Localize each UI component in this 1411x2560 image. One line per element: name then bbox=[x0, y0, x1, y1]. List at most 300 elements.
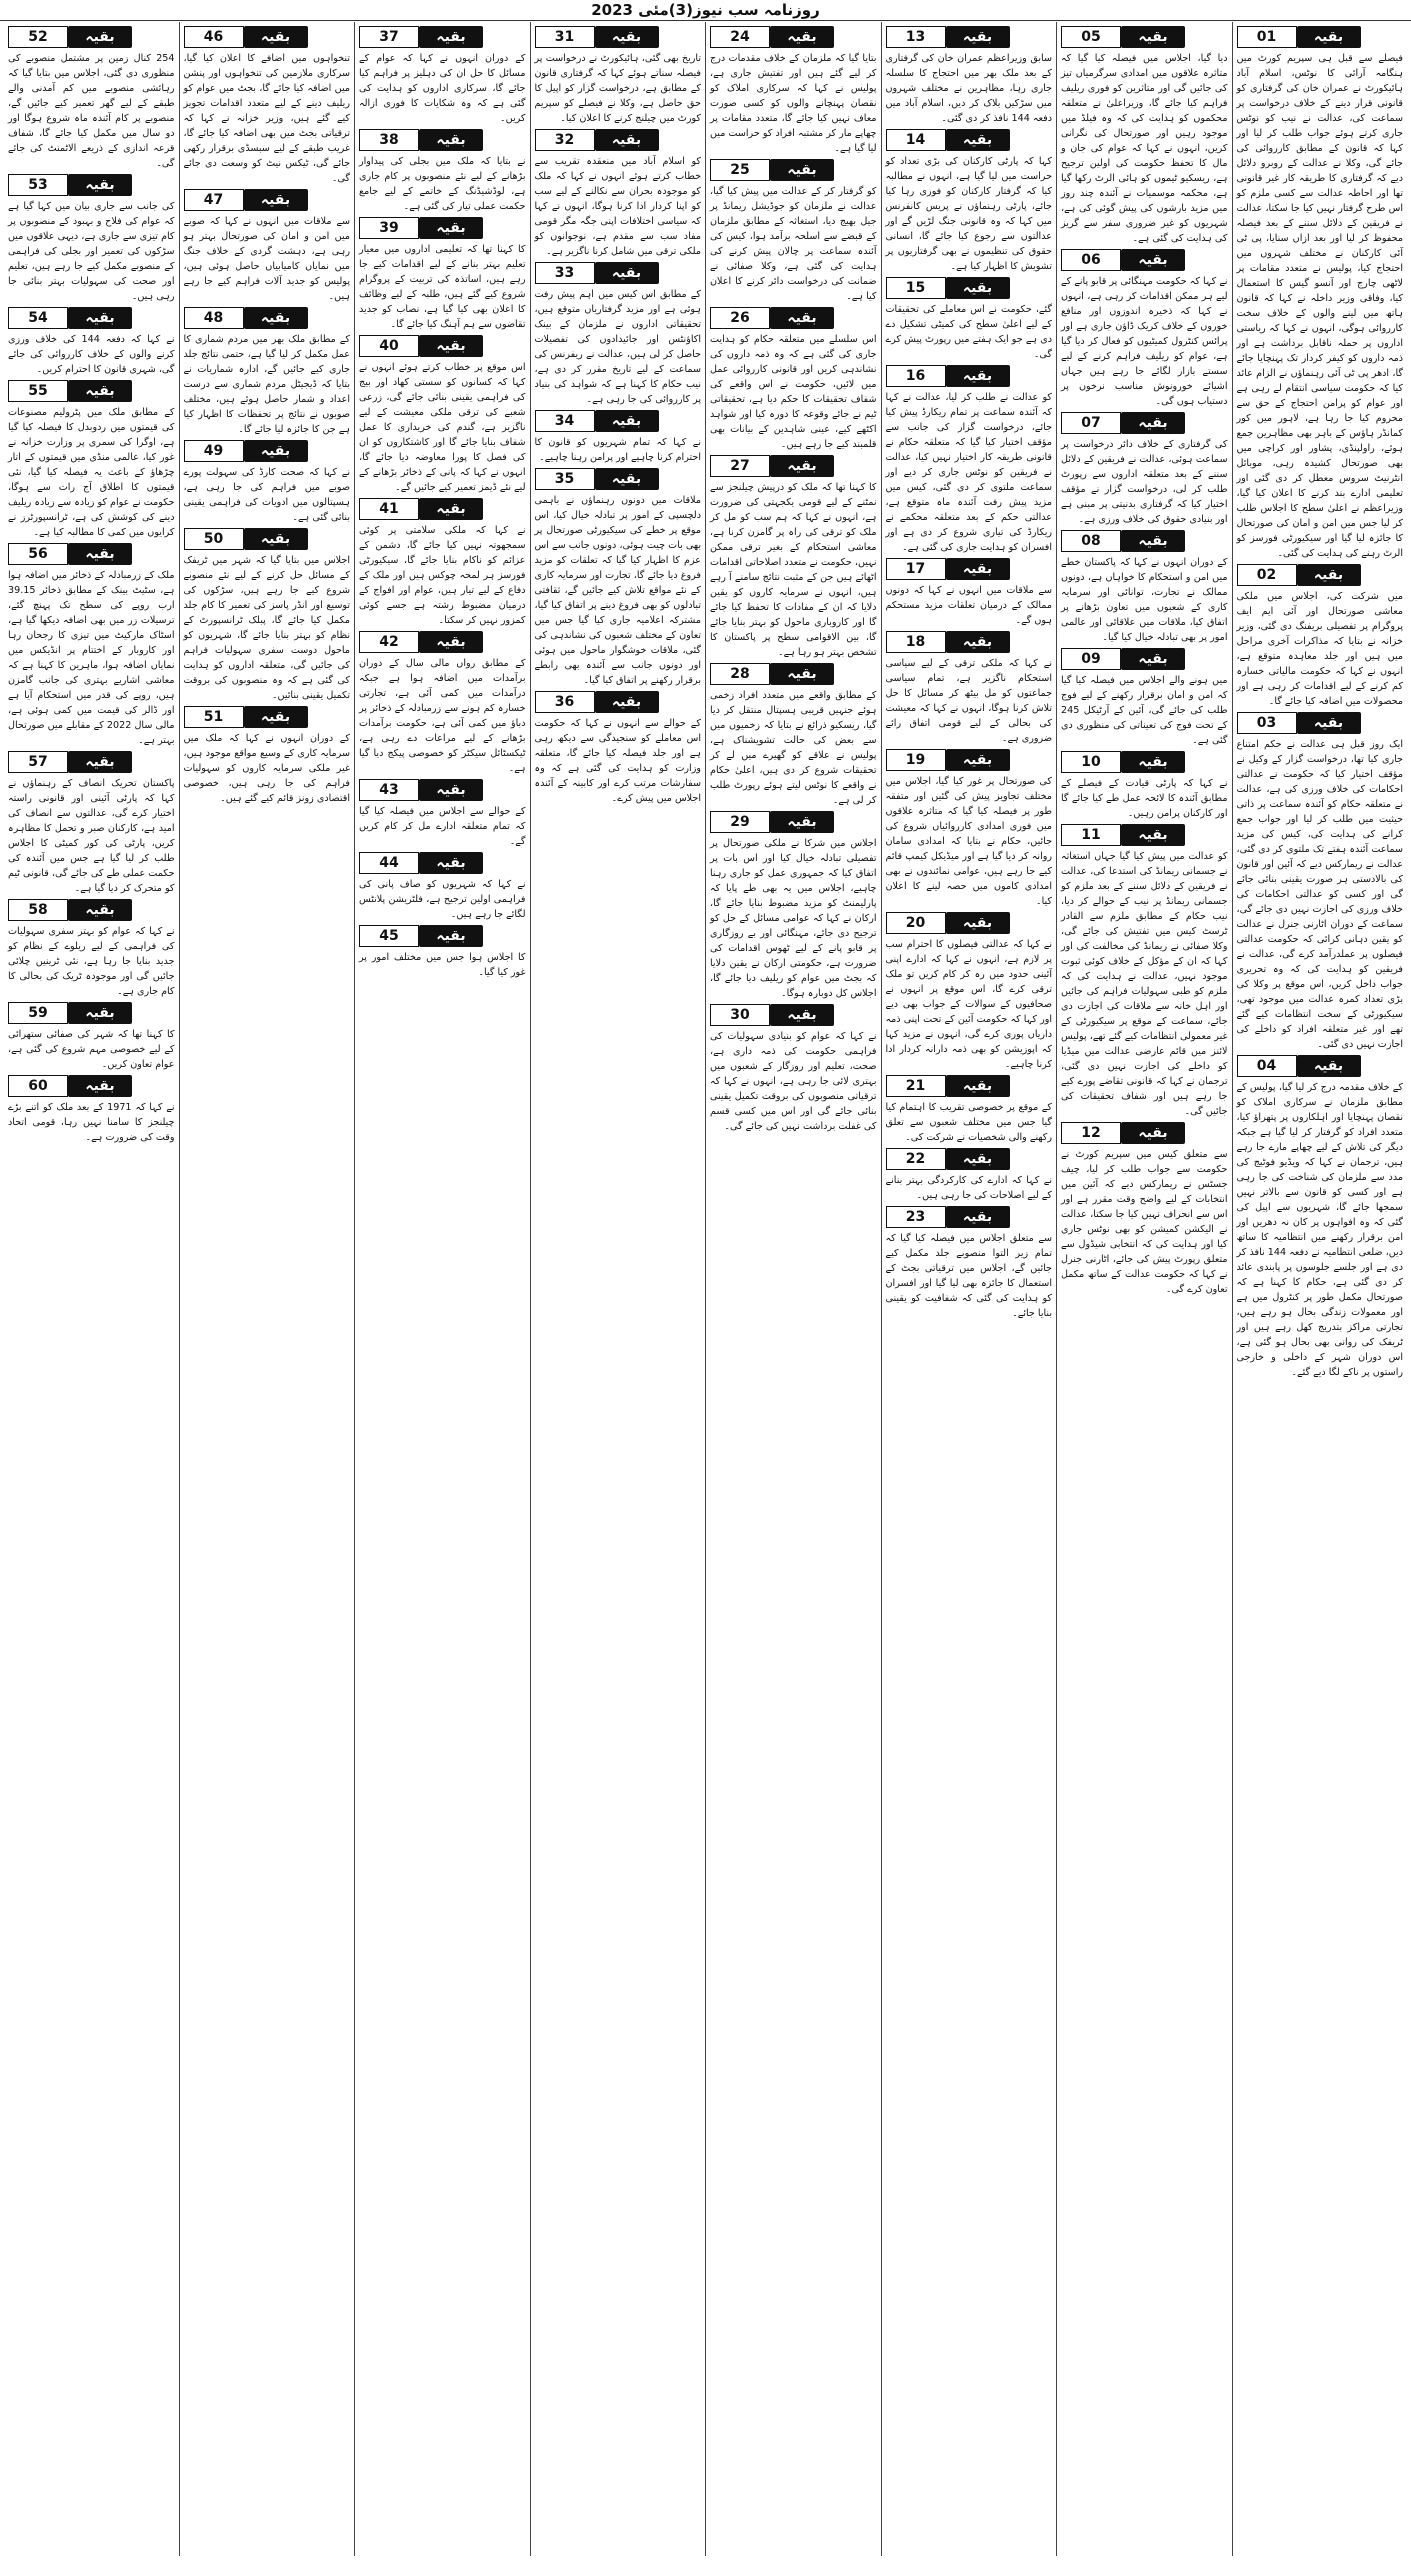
continuation-tag bbox=[1061, 751, 1228, 773]
continuation-tag bbox=[886, 749, 1053, 771]
baqiya-badge: بقیہ bbox=[595, 410, 659, 432]
continuation-number: 55 bbox=[8, 380, 68, 402]
continuation-number: 16 bbox=[886, 365, 946, 387]
baqiya-badge: بقیہ bbox=[770, 159, 834, 181]
continuation-tag bbox=[710, 307, 877, 329]
continuation-tag bbox=[359, 217, 526, 239]
article-text: نے کہا کہ عوام کو بنیادی سہولیات کی فراہمی حکومت کی ذمہ داری ہے، صحت، تعلیم اور روزگار کے شعبوں میں بہتری لائی جا رہی ہے، انہوں نے کہا کہ ترقیاتی منصوبوں کی بروقت تکمیل یقینی بنائی جائے گی اور اس میں کسی قسم کی غفلت برداشت نہیں کی جائے گی۔ bbox=[710, 1031, 877, 1132]
baqiya-badge: بقیہ bbox=[419, 335, 483, 357]
continuation-tag bbox=[886, 277, 1053, 299]
baqiya-badge: بقیہ bbox=[419, 779, 483, 801]
baqiya-badge: بقیہ bbox=[946, 365, 1010, 387]
news-column bbox=[354, 22, 530, 2556]
continuation-number: 24 bbox=[710, 26, 770, 48]
continuation-number: 36 bbox=[535, 691, 595, 713]
article-text: سے متعلق اجلاس میں فیصلہ کیا گیا کہ تمام زیر التوا منصوبے جلد مکمل کیے جائیں گے، اجلاس میں ترقیاتی بجٹ کے استعمال کا جائزہ بھی لیا گیا اور افسران کو ہدایت کی گئی کہ شفافیت کو یقینی بنایا جائے۔ bbox=[885, 1233, 1052, 1319]
continuation-number: 48 bbox=[184, 307, 244, 329]
baqiya-badge: بقیہ bbox=[595, 691, 659, 713]
article-text: اجلاس میں شرکا نے ملکی صورتحال پر تفصیلی تبادلہ خیال کیا اور اس بات پر اتفاق کیا کہ جمہوری عمل کو جاری رہنا چاہیے، اجلاس میں یہ بھی طے پایا کہ پارلیمنٹ کو مزید مضبوط بنایا جائے گا، ارکان نے کہا کہ عوامی مسائل کے حل کو ترجیح دی جائے، مہنگائی اور بے روزگاری پر قابو پانے کے لیے ٹھوس اقدامات کی ضرورت ہے، حکومتی ارکان نے یقین دلایا کہ بجٹ میں عوام کو ریلیف دیا جائے گا، اجلاس کل دوبارہ ہوگا۔ bbox=[710, 838, 877, 999]
baqiya-badge: بقیہ bbox=[244, 440, 308, 462]
baqiya-badge: بقیہ bbox=[946, 558, 1010, 580]
baqiya-badge: بقیہ bbox=[595, 129, 659, 151]
baqiya-badge: بقیہ bbox=[419, 129, 483, 151]
article-text: نے کہا کہ شہریوں کو صاف پانی کی فراہمی اولین ترجیح ہے، فلٹریشن پلانٹس لگائے جا رہے ہیں۔ bbox=[359, 879, 526, 920]
continuation-tag bbox=[1061, 26, 1228, 48]
continuation-number: 04 bbox=[1237, 1055, 1297, 1077]
continuation-tag bbox=[359, 335, 526, 357]
continuation-number: 13 bbox=[886, 26, 946, 48]
baqiya-badge: بقیہ bbox=[946, 129, 1010, 151]
baqiya-badge: بقیہ bbox=[1121, 412, 1185, 434]
masthead bbox=[0, 0, 1411, 21]
continuation-tag bbox=[359, 129, 526, 151]
continuation-number: 50 bbox=[184, 528, 244, 550]
baqiya-badge: بقیہ bbox=[595, 262, 659, 284]
continuation-tag bbox=[1061, 824, 1228, 846]
continuation-tag bbox=[886, 1206, 1053, 1228]
baqiya-badge: بقیہ bbox=[946, 26, 1010, 48]
article-text: نے کہا کہ دفعہ 144 کی خلاف ورزی کرنے والوں کے خلاف کارروائی کی جائے گی، شہری قانون کا احترام کریں۔ bbox=[8, 334, 175, 375]
baqiya-badge: بقیہ bbox=[419, 498, 483, 520]
continuation-block bbox=[359, 26, 526, 126]
continuation-block bbox=[8, 26, 175, 171]
continuation-block bbox=[359, 129, 526, 214]
continuation-number: 57 bbox=[8, 751, 68, 773]
continuation-block bbox=[184, 440, 351, 525]
continuation-number: 60 bbox=[8, 1075, 68, 1097]
continuation-tag bbox=[8, 1075, 175, 1097]
continuation-number: 30 bbox=[710, 1004, 770, 1026]
continuation-block bbox=[8, 1075, 175, 1145]
continuation-number: 47 bbox=[184, 189, 244, 211]
continuation-number: 27 bbox=[710, 455, 770, 477]
article-text: تنخواہوں میں اضافے کا اعلان کیا گیا، سرکاری ملازمین کی تنخواہوں اور پنشن میں اضافہ کیا جائے گا، بجٹ میں عوام کو ریلیف دینے کے لیے متعدد اقدامات تجویز کیے گئے ہیں، وزیر خزانہ نے کہا کہ ترقیاتی بجٹ میں بھی اضافہ کیا جائے گا، غریب طبقے کے لیے سبسڈی برقرار رکھی جائے گی، ٹیکس نیٹ کو وسعت دی جائے گی۔ bbox=[183, 53, 350, 184]
continuation-block bbox=[710, 307, 877, 452]
article-text: دیا گیا، اجلاس میں فیصلہ کیا گیا کہ متاثرہ علاقوں میں امدادی سرگرمیاں تیز کی جائیں گی اور متاثرین کو فوری ریلیف فراہم کیا جائے گا، وزیراعلیٰ نے متعلقہ محکموں کو ہدایت کی کہ وہ فیلڈ میں موجود رہیں اور صورتحال کی نگرانی کریں، انہوں نے کہا کہ عوام کی جان و مال کا تحفظ حکومت کی اولین ترجیح ہے، ریسکیو ٹیموں کو ہائی الرٹ رکھا گیا ہے، محکمہ موسمیات نے آئندہ چند روز میں مزید بارشوں کی پیش گوئی کی ہے، شہریوں کو غیر ضروری سفر سے گریز کی ہدایت کی گئی ہے۔ bbox=[1061, 53, 1228, 244]
continuation-block bbox=[886, 26, 1053, 126]
continuation-tag bbox=[359, 631, 526, 653]
continuation-tag bbox=[8, 26, 175, 48]
continuation-block bbox=[710, 159, 877, 304]
baqiya-badge: بقیہ bbox=[595, 26, 659, 48]
baqiya-badge: بقیہ bbox=[595, 468, 659, 490]
continuation-tag bbox=[886, 631, 1053, 653]
baqiya-badge: بقیہ bbox=[946, 277, 1010, 299]
article-text: نے کہا کہ صحت کارڈ کی سہولت پورے صوبے میں فراہم کی جا رہی ہے، ہسپتالوں میں ادویات کی فراہمی یقینی بنائی گئی ہے۔ bbox=[183, 467, 350, 523]
news-column bbox=[1232, 22, 1408, 2556]
article-text: کے خلاف مقدمہ درج کر لیا گیا، پولیس کے مطابق ملزمان نے سرکاری املاک کو نقصان پہنچایا اور اہلکاروں پر پتھراؤ کیا، متعدد افراد کو گرفتار کر لیا گیا ہے جبکہ دیگر کی تلاش کے لیے چھاپے مارے جا رہے ہیں، ترجمان نے کہا کہ ویڈیو فوٹیج کی مدد سے ملزمان کی شناخت کی جا رہی ہے اور کسی کو قانون سے بالاتر نہیں سمجھا جائے گا، شہریوں سے اپیل کی گئی کہ وہ افواہوں پر کان نہ دھریں اور امن برقرار رکھنے میں انتظامیہ کا ساتھ دیں، ضلعی انتظامیہ نے دفعہ 144 نافذ کر دی ہے اور جلسے جلوسوں پر پابندی عائد کر دی گئی ہے، حکام کا کہنا ہے کہ صورتحال مکمل طور پر کنٹرول میں ہے اور معمولات زندگی بحال ہو رہے ہیں، تجارتی مراکز بتدریج کھل رہے ہیں اور ٹریفک کی روانی بھی بحال ہو گئی ہے، اس دوران شہر کے داخلی و خارجی راستوں پر ناکے لگا دیے گئے۔ bbox=[1236, 1082, 1403, 1378]
continuation-tag bbox=[886, 558, 1053, 580]
continuation-number: 17 bbox=[886, 558, 946, 580]
article-text: کو گرفتار کر کے عدالت میں پیش کیا گیا، عدالت نے ملزمان کو جوڈیشل ریمانڈ پر جیل بھیج دیا، استغاثہ کے مطابق ملزمان کے قبضے سے اسلحہ برآمد ہوا، کیس کی آئندہ سماعت پر چالان پیش کرنے کی ہدایت کی گئی ہے، وکلا صفائی نے ضمانت کی درخواست دائر کرنے کا اعلان کیا ہے۔ bbox=[710, 186, 877, 302]
continuation-block bbox=[710, 1004, 877, 1134]
continuation-tag bbox=[886, 129, 1053, 151]
continuation-number: 44 bbox=[359, 852, 419, 874]
baqiya-badge: بقیہ bbox=[68, 899, 132, 921]
article-text: نے کہا کہ ملکی ترقی کے لیے سیاسی استحکام ناگزیر ہے، تمام سیاسی جماعتوں کو مل بیٹھ کر مسائل کا حل تلاش کرنا ہوگا، انہوں نے کہا کہ معیشت کی بحالی کے لیے قومی اتفاق رائے ضروری ہے۔ bbox=[885, 658, 1052, 744]
article-text: کو عدالت میں پیش کیا گیا جہاں استغاثہ نے جسمانی ریمانڈ کی استدعا کی، عدالت نے فریقین کے دلائل سننے کے بعد ملزم کو جسمانی ریمانڈ پر نیب کے حوالے کر دیا، نیب حکام کے مطابق ملزم سے القادر ٹرسٹ کیس میں تفتیش کی جائے گی، وکلا صفائی نے ریمانڈ کی مخالفت کی اور کہا کہ ان کے مؤکل کے خلاف کوئی ثبوت موجود نہیں، عدالت نے ہدایت کی کہ ملزم کو طبی سہولیات فراہم کی جائیں اور اہل خانہ سے ملاقات کی اجازت دی جائے، سماعت کے موقع پر سیکیورٹی کے غیر معمولی انتظامات کیے گئے تھے، پولیس لائنز میں قائم عارضی عدالت میں میڈیا کو داخلے کی اجازت نہیں دی گئی، ترجمان نے کہا کہ قانونی تقاضے پورے کیے جا رہے ہیں اور شفاف تحقیقات کی جائیں گی۔ bbox=[1061, 851, 1228, 1117]
continuation-number: 05 bbox=[1061, 26, 1121, 48]
continuation-number: 10 bbox=[1061, 751, 1121, 773]
continuation-number: 45 bbox=[359, 925, 419, 947]
baqiya-badge: بقیہ bbox=[68, 380, 132, 402]
baqiya-badge: بقیہ bbox=[1121, 648, 1185, 670]
continuation-tag bbox=[8, 1002, 175, 1024]
continuation-number: 39 bbox=[359, 217, 419, 239]
baqiya-badge: بقیہ bbox=[1297, 712, 1361, 734]
continuation-block bbox=[886, 558, 1053, 628]
article-text: فیصلے سے قبل ہی سپریم کورٹ میں ہنگامہ آرائی کا نوٹس، اسلام آباد ہائیکورٹ نے عمران خان کی گرفتاری کو قانونی قرار دینے کے خلاف درخواست پر سماعت کی، عدالت نے نیب کو نوٹس جاری کرتے ہوئے جواب طلب کر لیا اور کہا کہ قانون کے مطابق کارروائی کی جائے گی، وکلا نے عدالت کے روبرو دلائل دیے کہ گرفتاری کا طریقہ کار غیر قانونی تھا اور احاطہ عدالت سے کسی ملزم کو اس طرح گرفتار نہیں کیا جا سکتا، عدالت نے فریقین کے دلائل سننے کے بعد فیصلہ محفوظ کر لیا اور بعد ازاں سنایا، پی ٹی آئی کارکنان نے مختلف شہروں میں احتجاج کیا، پولیس نے متعدد مقامات پر لاٹھی چارج اور آنسو گیس کا استعمال کیا، وفاقی وزیر داخلہ نے کہا کہ قانون ہاتھ میں لینے والوں کے خلاف سخت کارروائی ہوگی، انہوں نے کہا کہ ریاستی اداروں پر حملہ ناقابل برداشت ہے اور ذمہ داروں کو کیفر کردار تک پہنچایا جائے گا، ادھر پی ٹی آئی رہنماؤں نے الزام عائد کیا کہ حکومت سیاسی انتقام لے رہی ہے اور عوام کو پرامن احتجاج کے حق سے محروم کیا جا رہا ہے، لاہور میں کور کمانڈر ہاؤس کے باہر بھی مظاہرین جمع ہوئے، راولپنڈی، پشاور اور کراچی میں بھی صورتحال کشیدہ رہی، موبائل انٹرنیٹ سروس معطل کر دی گئی اور تعلیمی ادارے بند کرنے کا اعلان کیا گیا، وزیراعظم نے اعلیٰ سطح کا اجلاس طلب کر لیا جس میں امن و امان کی صورتحال کا جائزہ لیا گیا اور سیکیورٹی فورسز کو الرٹ رہنے کی ہدایت کی گئی۔ bbox=[1236, 53, 1403, 559]
article-text: گئے، حکومت نے اس معاملے کی تحقیقات کے لیے اعلیٰ سطح کی کمیٹی تشکیل دے دی ہے جو ایک ہفتے میں رپورٹ پیش کرے گی۔ bbox=[885, 304, 1052, 360]
baqiya-badge: بقیہ bbox=[419, 852, 483, 874]
continuation-tag bbox=[1061, 648, 1228, 670]
continuation-number: 46 bbox=[184, 26, 244, 48]
continuation-tag bbox=[886, 26, 1053, 48]
continuation-block bbox=[535, 468, 702, 688]
continuation-tag bbox=[184, 440, 351, 462]
continuation-number: 42 bbox=[359, 631, 419, 653]
article-text: سے ملاقات میں انہوں نے کہا کہ دونوں ممالک کے درمیان تعلقات مزید مستحکم ہوں گے۔ bbox=[885, 585, 1052, 626]
continuation-number: 07 bbox=[1061, 412, 1121, 434]
continuation-block bbox=[184, 528, 351, 703]
article-text: پاکستان تحریک انصاف کے رہنماؤں نے کہا کہ پارٹی آئینی اور قانونی راستہ اختیار کرے گی، عدالتوں سے انصاف کی امید ہے، کارکنان صبر و تحمل کا مظاہرہ کریں، پارٹی کی کور کمیٹی کا اجلاس طلب کر لیا گیا ہے جس میں آئندہ کی حکمت عملی طے کی جائے گی، قانونی ٹیم کو متحرک کر دیا گیا ہے۔ bbox=[8, 778, 175, 894]
continuation-tag bbox=[710, 455, 877, 477]
article-text: اس سلسلے میں متعلقہ حکام کو ہدایت جاری کی گئی ہے کہ وہ ذمہ داروں کی نشاندہی کریں اور قانونی کارروائی عمل میں لائیں، حکومت نے اس واقعے کی شفاف تحقیقات کا حکم دیا ہے، تحقیقاتی ٹیم نے جائے وقوعہ کا دورہ کیا اور شواہد اکٹھے کیے، عینی شاہدین کے بیانات بھی قلمبند کیے جا رہے ہیں۔ bbox=[710, 334, 877, 450]
continuation-tag bbox=[710, 1004, 877, 1026]
continuation-block bbox=[535, 410, 702, 465]
continuation-block bbox=[886, 365, 1053, 555]
continuation-tag bbox=[535, 262, 702, 284]
baqiya-badge: بقیہ bbox=[946, 912, 1010, 934]
article-text: نے کہا کہ حکومت مہنگائی پر قابو پانے کے لیے ہر ممکن اقدامات کر رہی ہے، انہوں نے کہا کہ ذخیرہ اندوزوں اور منافع خوروں کے خلاف کریک ڈاؤن جاری ہے اور پرائس کنٹرول کمیٹیوں کو فعال کر دیا گیا ہے، عوام کو ریلیف فراہم کرنے کے لیے سستے بازار لگائے جا رہے ہیں جہاں اشیائے خورونوش مناسب نرخوں پر دستیاب ہوں گی۔ bbox=[1061, 276, 1228, 407]
continuation-block bbox=[359, 498, 526, 628]
continuation-number: 02 bbox=[1237, 564, 1297, 586]
baqiya-badge: بقیہ bbox=[68, 751, 132, 773]
continuation-block bbox=[710, 455, 877, 660]
article-text: ایک روز قبل ہی عدالت نے حکم امتناع جاری کیا تھا، درخواست گزار کے وکیل نے مؤقف اختیار کیا کہ حکومت نے عدالتی احکامات کی خلاف ورزی کی ہے، عدالت نے متعلقہ حکام کو آئندہ سماعت پر ذاتی حیثیت میں طلب کر لیا اور جواب جمع کرانے کی ہدایت کی، کیس کی مزید سماعت آئندہ ہفتے تک ملتوی کر دی گئی، عدالت نے ریمارکس دیے کہ آئین اور قانون کی بالادستی ہر صورت یقینی بنائی جائے گی اور کسی کو عدالتی احکامات کی خلاف ورزی کی اجازت نہیں دی جائے گی، سماعت کے دوران اٹارنی جنرل نے عدالت کو یقین دہانی کرائی کہ حکومت عدالتی فیصلوں پر عملدرآمد کرے گی، عدالت نے فریقین کو ہدایت کی کہ وہ تحریری جواب داخل کریں، اس موقع پر وکلا کی بڑی تعداد کمرہ عدالت میں موجود تھی، سیکیورٹی کے سخت انتظامات کیے گئے تھے اور غیر متعلقہ افراد کو داخلے کی اجازت نہیں دی گئی۔ bbox=[1236, 739, 1403, 1050]
article-text: نے کہا کہ 1971 کے بعد ملک کو اتنے بڑے چیلنجز کا سامنا نہیں رہا، قومی اتحاد وقت کی ضرورت ہے۔ bbox=[8, 1102, 175, 1143]
continuation-number: 59 bbox=[8, 1002, 68, 1024]
continuation-number: 33 bbox=[535, 262, 595, 284]
continuation-tag bbox=[535, 26, 702, 48]
article-text: کے دوران انہوں نے کہا کہ پاکستان خطے میں امن و استحکام کا خواہاں ہے، دونوں ممالک نے تجارت، توانائی اور سرمایہ کاری کے شعبوں میں تعاون بڑھانے پر اتفاق کیا، ملاقات میں علاقائی اور عالمی امور پر بھی تبادلہ خیال کیا گیا۔ bbox=[1061, 557, 1228, 643]
continuation-tag bbox=[535, 410, 702, 432]
baqiya-badge: بقیہ bbox=[1297, 1055, 1361, 1077]
continuation-number: 09 bbox=[1061, 648, 1121, 670]
continuation-tag bbox=[535, 129, 702, 151]
article-text: نے کہا کہ ادارے کی کارکردگی بہتر بنانے کے لیے اصلاحات کی جا رہی ہیں۔ bbox=[885, 1175, 1052, 1201]
article-text: سابق وزیراعظم عمران خان کی گرفتاری کے بعد ملک بھر میں احتجاج کا سلسلہ جاری رہا، مظاہرین نے مختلف شہروں میں سڑکیں بلاک کر دیں، اسلام آباد میں دفعہ 144 نافذ کر دی گئی۔ bbox=[885, 53, 1052, 124]
article-text: کے مطابق رواں مالی سال کے دوران برآمدات میں اضافہ ہوا ہے جبکہ درآمدات میں کمی آئی ہے، تجارتی خسارہ کم ہونے سے زرمبادلہ کے ذخائر پر دباؤ میں کمی آئی ہے، حکومت برآمدات بڑھانے کے لیے مراعات دے رہی ہے، ٹیکسٹائل سیکٹر کو خصوصی پیکج دیا گیا ہے۔ bbox=[359, 658, 526, 774]
baqiya-badge: بقیہ bbox=[770, 663, 834, 685]
continuation-tag bbox=[359, 779, 526, 801]
continuation-number: 37 bbox=[359, 26, 419, 48]
continuation-block bbox=[1061, 412, 1228, 527]
article-text: کے مطابق واقعے میں متعدد افراد زخمی ہوئے جنہیں قریبی ہسپتال منتقل کر دیا گیا، ریسکیو ذرائع نے بتایا کہ زخمیوں میں سے بعض کی حالت تشویشناک ہے، پولیس نے علاقے کو گھیرے میں لے کر تحقیقات شروع کر دی ہیں، اعلیٰ حکام نے واقعے کا نوٹس لیتے ہوئے رپورٹ طلب کر لی ہے۔ bbox=[710, 690, 877, 806]
article-text: نے کہا کہ ملکی سلامتی پر کوئی سمجھوتہ نہیں کیا جائے گا، دشمن کے عزائم کو ناکام بنایا جائے گا، سیکیورٹی فورسز ہر لمحہ چوکس ہیں اور ملک کے دفاع کے لیے تیار ہیں، عوام اور افواج کے درمیان مضبوط رشتہ ہے جسے کوئی کمزور نہیں کر سکتا۔ bbox=[359, 525, 526, 626]
continuation-tag bbox=[8, 307, 175, 329]
continuation-block bbox=[886, 1075, 1053, 1145]
article-text: ملاقات میں دونوں رہنماؤں نے باہمی دلچسپی کے امور پر تبادلہ خیال کیا، اس موقع پر خطے کی سیکیورٹی صورتحال پر بھی بات چیت ہوئی، دونوں جانب سے اس عزم کا اظہار کیا گیا کہ تعلقات کو مزید فروغ دیا جائے گا، تجارت اور سرمایہ کاری کے نئے مواقع تلاش کیے جائیں گے، ثقافتی تبادلوں کو بھی فروغ دینے پر اتفاق کیا گیا، مشترکہ اعلامیہ جاری کیا گیا جس میں تعاون کے مختلف شعبوں کی نشاندہی کی گئی، ملاقات خوشگوار ماحول میں ہوئی اور دونوں جانب سے آئندہ بھی رابطے برقرار رکھنے پر اتفاق کیا گیا۔ bbox=[534, 495, 701, 686]
article-text: نے کہا کہ تمام شہریوں کو قانون کا احترام کرنا چاہیے اور پرامن رہنا چاہیے۔ bbox=[534, 437, 701, 463]
article-text: نے بتایا کہ ملک میں بجلی کی پیداوار بڑھانے کے لیے نئے منصوبوں پر کام جاری ہے، لوڈشیڈنگ کے خاتمے کے لیے جامع حکمت عملی تیار کی گئی ہے۔ bbox=[359, 156, 526, 212]
baqiya-badge: بقیہ bbox=[244, 307, 308, 329]
article-text: اجلاس میں بتایا گیا کہ شہر میں ٹریفک کے مسائل حل کرنے کے لیے نئے منصوبے شروع کیے جا رہے ہیں، سڑکوں کی توسیع اور انڈر پاسز کی تعمیر کا کام جلد مکمل کیا جائے گا، پبلک ٹرانسپورٹ کے نظام کو بہتر بنایا جائے گا، شہریوں کو ماحول دوست سفری سہولیات فراہم کی جائیں گی، متعلقہ اداروں کو ہدایت کی گئی ہے کہ وہ منصوبوں کی بروقت تکمیل یقینی بنائیں۔ bbox=[183, 555, 350, 701]
continuation-tag bbox=[535, 691, 702, 713]
continuation-block bbox=[359, 335, 526, 495]
continuation-block bbox=[710, 26, 877, 156]
baqiya-badge: بقیہ bbox=[419, 631, 483, 653]
continuation-block bbox=[8, 751, 175, 896]
continuation-number: 34 bbox=[535, 410, 595, 432]
continuation-block bbox=[8, 174, 175, 304]
continuation-block bbox=[886, 277, 1053, 362]
article-text: نے کہا کہ پارٹی قیادت کے فیصلے کے مطابق آئندہ کا لائحہ عمل طے کیا جائے گا اور کارکنان پرامن رہیں۔ bbox=[1061, 778, 1228, 819]
article-text: میں شرکت کی، اجلاس میں ملکی معاشی صورتحال اور آئی ایم ایف پروگرام پر تفصیلی بریفنگ دی گئی، وزیر خزانہ نے بتایا کہ مذاکرات آخری مراحل میں ہیں اور جلد معاہدہ متوقع ہے، انہوں نے کہا کہ حکومت مالیاتی خسارہ کم کرنے کے لیے اقدامات کر رہی ہے اور محصولات میں اضافہ کیا جائے گا۔ bbox=[1236, 591, 1403, 707]
continuation-number: 28 bbox=[710, 663, 770, 685]
article-text: کے مطابق ملک میں پٹرولیم مصنوعات کی قیمتوں میں ردوبدل کا فیصلہ کیا گیا ہے، اوگرا کی سمری پر وزارت خزانہ نے غور کیا، عالمی منڈی میں قیمتوں کے اتار چڑھاؤ کے باعث یہ فیصلہ کیا گیا، نئی قیمتوں کا اطلاق آج رات سے ہوگا، حکومت نے عوام کو زیادہ سے زیادہ ریلیف دینے کی کوشش کی ہے، ٹرانسپورٹرز نے کرایوں میں کمی کا مطالبہ کیا ہے۔ bbox=[8, 407, 175, 538]
continuation-number: 58 bbox=[8, 899, 68, 921]
continuation-tag bbox=[8, 380, 175, 402]
continuation-tag bbox=[710, 159, 877, 181]
continuation-number: 43 bbox=[359, 779, 419, 801]
continuation-block bbox=[886, 912, 1053, 1072]
continuation-tag bbox=[359, 852, 526, 874]
continuation-tag bbox=[8, 751, 175, 773]
continuation-block bbox=[359, 217, 526, 332]
continuation-number: 01 bbox=[1237, 26, 1297, 48]
continuation-number: 11 bbox=[1061, 824, 1121, 846]
continuation-tag bbox=[886, 912, 1053, 934]
continuation-block bbox=[359, 779, 526, 849]
continuation-number: 18 bbox=[886, 631, 946, 653]
continuation-block bbox=[184, 26, 351, 186]
article-text: بتایا گیا کہ ملزمان کے خلاف مقدمات درج کر لیے گئے ہیں اور تفتیش جاری ہے، پولیس نے کہا کہ سرکاری املاک کو نقصان پہنچانے والوں کو کسی صورت معاف نہیں کیا جائے گا، متعدد مقامات پر چھاپے مار کر مشتبہ افراد کو حراست میں لیا گیا ہے۔ bbox=[710, 53, 877, 154]
article-text: کے دوران انہوں نے کہا کہ عوام کے مسائل کا حل ان کی دہلیز پر فراہم کیا جائے گا، سرکاری اداروں کو ہدایت کی گئی ہے کہ وہ شکایات کا فوری ازالہ کریں۔ bbox=[359, 53, 526, 124]
baqiya-badge: بقیہ bbox=[419, 925, 483, 947]
continuation-block bbox=[359, 852, 526, 922]
continuation-tag bbox=[1061, 249, 1228, 271]
baqiya-badge: بقیہ bbox=[770, 455, 834, 477]
article-text: کے دوران انہوں نے کہا کہ ملک میں سرمایہ کاری کے وسیع مواقع موجود ہیں، غیر ملکی سرمایہ کاروں کو سہولیات فراہم کی جا رہی ہیں، خصوصی اقتصادی زونز قائم کیے گئے ہیں۔ bbox=[183, 733, 350, 804]
continuation-tag bbox=[8, 543, 175, 565]
article-text: میں ہونے والے اجلاس میں فیصلہ کیا گیا کہ امن و امان برقرار رکھنے کے لیے فوج طلب کی جائے گی، آئین کے آرٹیکل 245 کے تحت فوج کی تعیناتی کی منظوری دی گئی ہے۔ bbox=[1061, 675, 1228, 746]
article-text: کا کہنا تھا کہ ملک کو درپیش چیلنجز سے نمٹنے کے لیے قومی یکجہتی کی ضرورت ہے، انہوں نے کہا کہ ہم سب کو مل کر ملک کو ترقی کی راہ پر گامزن کرنا ہے، معاشی استحکام کے بغیر ترقی ممکن نہیں، حکومت نے متعدد اصلاحاتی اقدامات اٹھائے ہیں جن کے مثبت نتائج سامنے آ رہے ہیں، انہوں نے سرمایہ کاروں کو یقین دلایا کہ ان کے مفادات کا تحفظ کیا جائے گا اور کاروباری ماحول کو بہتر بنایا جائے گا، بین الاقوامی سطح پر پاکستان کا تشخص بہتر ہو رہا ہے۔ bbox=[710, 482, 877, 658]
continuation-tag bbox=[184, 26, 351, 48]
continuation-tag bbox=[1061, 530, 1228, 552]
continuation-block bbox=[8, 380, 175, 540]
continuation-number: 54 bbox=[8, 307, 68, 329]
continuation-block bbox=[1061, 26, 1228, 246]
continuation-number: 20 bbox=[886, 912, 946, 934]
baqiya-badge: بقیہ bbox=[244, 189, 308, 211]
article-text: کی صورتحال پر غور کیا گیا، اجلاس میں مختلف تجاویز پیش کی گئیں اور متفقہ طور پر فیصلہ کیا گیا کہ متاثرہ علاقوں میں فوری امدادی کارروائیاں شروع کی جائیں، حکام نے بتایا کہ امدادی سامان روانہ کر دیا گیا ہے اور میڈیکل کیمپ قائم کیے جا رہے ہیں، عوامی نمائندوں نے بھی امدادی کاموں میں حصہ لینے کا اعلان کیا۔ bbox=[885, 776, 1052, 907]
article-text: سے متعلق کیس میں سپریم کورٹ نے حکومت سے جواب طلب کر لیا، چیف جسٹس نے ریمارکس دیے کہ آئین میں انتخابات کے لیے واضح وقت مقرر ہے اور اس سے انحراف نہیں کیا جا سکتا، عدالت نے الیکشن کمیشن کو بھی نوٹس جاری کیا اور ہدایت کی کہ انتخابی شیڈول سے متعلق رپورٹ پیش کی جائے، اٹارنی جنرل نے کہا کہ حکومت عدالت کے ساتھ مکمل تعاون کرے گی۔ bbox=[1061, 1149, 1228, 1295]
continuation-block bbox=[8, 543, 175, 748]
continuation-tag bbox=[184, 706, 351, 728]
continuation-tag bbox=[710, 811, 877, 833]
continuation-number: 38 bbox=[359, 129, 419, 151]
continuation-tag bbox=[1061, 1122, 1228, 1144]
continuation-block bbox=[535, 262, 702, 407]
baqiya-badge: بقیہ bbox=[1297, 564, 1361, 586]
baqiya-badge: بقیہ bbox=[946, 749, 1010, 771]
article-text: ملک کے زرمبادلہ کے ذخائر میں اضافہ ہوا ہے، سٹیٹ بینک کے مطابق ذخائر 39.15 ارب روپے کی سطح تک پہنچ گئے، ترسیلات زر میں بھی اضافہ دیکھا گیا ہے، اسٹاک مارکیٹ میں تیزی کا رجحان رہا اور کاروبار کے اختتام پر انڈیکس میں نمایاں اضافہ ہوا، ماہرین کا کہنا ہے کہ معاشی اشاریے بہتری کی جانب گامزن ہیں، روپے کی قدر میں استحکام آیا ہے اور ڈالر کی قیمت میں کمی ہوئی ہے، مالی سال 2022 کے مقابلے میں صورتحال بہتر ہے۔ bbox=[8, 570, 175, 746]
continuation-block bbox=[886, 129, 1053, 274]
continuation-tag bbox=[1237, 26, 1404, 48]
continuation-block bbox=[1061, 648, 1228, 748]
baqiya-badge: بقیہ bbox=[419, 26, 483, 48]
continuation-tag bbox=[886, 1075, 1053, 1097]
continuation-block bbox=[886, 1206, 1053, 1321]
masthead-title: روزنامہ سب نیوز(3)مئی 2023 bbox=[591, 1, 820, 19]
baqiya-badge: بقیہ bbox=[946, 1206, 1010, 1228]
continuation-tag bbox=[535, 468, 702, 490]
continuation-tag bbox=[710, 663, 877, 685]
baqiya-badge: بقیہ bbox=[946, 1148, 1010, 1170]
news-column bbox=[881, 22, 1057, 2556]
continuation-number: 26 bbox=[710, 307, 770, 329]
continuation-block bbox=[184, 706, 351, 806]
article-text: کا کہنا تھا کہ تعلیمی اداروں میں معیار تعلیم بہتر بنانے کے لیے اقدامات کیے جا رہے ہیں، اساتذہ کی تربیت کے پروگرام شروع کیے گئے ہیں، طلبہ کے لیے وظائف کا اعلان بھی کیا گیا ہے، نصاب کو جدید تقاضوں سے ہم آہنگ کیا جائے گا۔ bbox=[359, 244, 526, 330]
continuation-block bbox=[359, 631, 526, 776]
continuation-tag bbox=[8, 899, 175, 921]
continuation-block bbox=[184, 189, 351, 304]
continuation-block bbox=[184, 307, 351, 437]
continuation-number: 35 bbox=[535, 468, 595, 490]
continuation-block bbox=[710, 811, 877, 1001]
baqiya-badge: بقیہ bbox=[68, 26, 132, 48]
continuation-number: 08 bbox=[1061, 530, 1121, 552]
continuation-block bbox=[1061, 530, 1228, 645]
continuation-block bbox=[8, 899, 175, 999]
continuation-block bbox=[886, 1148, 1053, 1203]
continuation-block bbox=[359, 925, 526, 980]
article-text: کا کہنا تھا کہ شہر کی صفائی ستھرائی کے لیے خصوصی مہم شروع کی گئی ہے، عوام تعاون کریں۔ bbox=[8, 1029, 175, 1070]
continuation-tag bbox=[359, 26, 526, 48]
baqiya-badge: بقیہ bbox=[770, 811, 834, 833]
baqiya-badge: بقیہ bbox=[68, 1075, 132, 1097]
continuation-block bbox=[1061, 751, 1228, 821]
news-column bbox=[4, 22, 179, 2556]
continuation-block bbox=[1061, 824, 1228, 1119]
baqiya-badge: بقیہ bbox=[770, 1004, 834, 1026]
article-text: کا اجلاس ہوا جس میں مختلف امور پر غور کیا گیا۔ bbox=[359, 952, 526, 978]
baqiya-badge: بقیہ bbox=[1121, 249, 1185, 271]
article-text: کو عدالت نے طلب کر لیا، عدالت نے کہا کہ آئندہ سماعت پر تمام ریکارڈ پیش کیا جائے، درخواست گزار کی جانب سے مؤقف اختیار کیا گیا کہ متعلقہ حکام نے قانونی طریقہ کار اختیار نہیں کیا، عدالت نے فریقین کو نوٹس جاری کر دیے اور سماعت ملتوی کر دی گئی، کیس میں مزید پیش رفت آئندہ ماہ متوقع ہے، عدالتی حکم کے بعد متعلقہ محکمے نے ریکارڈ کی تیاری شروع کر دی ہے اور افسران کو ہدایت جاری کی گئی ہے۔ bbox=[885, 392, 1052, 553]
article-text: کے مطابق اس کیس میں اہم پیش رفت ہوئی ہے اور مزید گرفتاریاں متوقع ہیں، تحقیقاتی اداروں نے ملزمان کے بینک اکاؤنٹس اور جائیدادوں کی تفصیلات حاصل کر لی ہیں، عدالت نے ریفرنس کی سماعت کے لیے تاریخ مقرر کر دی ہے، نیب حکام کا کہنا ہے کہ شواہد کی بنیاد پر کارروائی کی جا رہی ہے۔ bbox=[534, 289, 701, 405]
baqiya-badge: بقیہ bbox=[68, 174, 132, 196]
baqiya-badge: بقیہ bbox=[1121, 26, 1185, 48]
continuation-number: 53 bbox=[8, 174, 68, 196]
continuation-block bbox=[1237, 26, 1404, 561]
continuation-tag bbox=[1237, 564, 1404, 586]
article-text: کی جانب سے جاری بیان میں کہا گیا ہے کہ عوام کی فلاح و بہبود کے منصوبوں پر کام تیزی سے جاری ہے، دیہی علاقوں میں سڑکوں کی تعمیر اور بجلی کی فراہمی کے منصوبے مکمل کیے جا رہے ہیں، تعلیم اور صحت کی سہولیات بہتر بنائی جا رہی ہیں۔ bbox=[8, 201, 175, 302]
article-text: کی گرفتاری کے خلاف دائر درخواست پر سماعت ہوئی، عدالت نے فریقین کے دلائل سننے کے بعد متعلقہ اداروں سے رپورٹ طلب کر لی، درخواست گزار نے مؤقف اختیار کیا کہ گرفتاری بدنیتی پر مبنی ہے اور بنیادی حقوق کی خلاف ورزی ہے۔ bbox=[1061, 439, 1228, 525]
continuation-tag bbox=[359, 925, 526, 947]
baqiya-badge: بقیہ bbox=[68, 1002, 132, 1024]
continuation-block bbox=[710, 663, 877, 808]
continuation-number: 23 bbox=[886, 1206, 946, 1228]
continuation-tag bbox=[886, 365, 1053, 387]
baqiya-badge: بقیہ bbox=[419, 217, 483, 239]
continuation-tag bbox=[886, 1148, 1053, 1170]
continuation-tag bbox=[184, 528, 351, 550]
continuation-number: 56 bbox=[8, 543, 68, 565]
continuation-number: 49 bbox=[184, 440, 244, 462]
continuation-number: 22 bbox=[886, 1148, 946, 1170]
continuation-block bbox=[1061, 249, 1228, 409]
continuation-number: 29 bbox=[710, 811, 770, 833]
article-text: کے حوالے سے اجلاس میں فیصلہ کیا گیا کہ تمام متعلقہ ادارے مل کر کام کریں گے۔ bbox=[359, 806, 526, 847]
continuation-block bbox=[535, 129, 702, 259]
baqiya-badge: بقیہ bbox=[1297, 26, 1361, 48]
baqiya-badge: بقیہ bbox=[1121, 530, 1185, 552]
continuation-number: 40 bbox=[359, 335, 419, 357]
baqiya-badge: بقیہ bbox=[946, 1075, 1010, 1097]
baqiya-badge: بقیہ bbox=[68, 307, 132, 329]
article-text: نے کہا کہ عدالتی فیصلوں کا احترام سب پر لازم ہے، انہوں نے کہا کہ ادارے اپنی آئینی حدود میں رہ کر کام کریں تو ملک ترقی کرے گا، اس موقع پر انہوں نے صحافیوں کے سوالات کے جواب بھی دیے اور کہا کہ حکومت آئین کے تحت اپنی ذمہ داریاں پوری کرے گی، انہوں نے مزید کہا کہ اپوزیشن کو بھی ذمہ دارانہ کردار ادا کرنا چاہیے۔ bbox=[885, 939, 1052, 1070]
continuation-number: 12 bbox=[1061, 1122, 1121, 1144]
article-text: کے موقع پر خصوصی تقریب کا اہتمام کیا گیا جس میں مختلف شعبوں سے تعلق رکھنے والی شخصیات نے شرکت کی۔ bbox=[885, 1102, 1052, 1143]
continuation-block bbox=[1237, 1055, 1404, 1380]
continuation-block bbox=[1237, 712, 1404, 1052]
continuation-number: 51 bbox=[184, 706, 244, 728]
continuation-tag bbox=[1237, 1055, 1404, 1077]
news-column bbox=[530, 22, 706, 2556]
continuation-number: 14 bbox=[886, 129, 946, 151]
article-text: اس موقع پر خطاب کرتے ہوئے انہوں نے کہا کہ کسانوں کو سستی کھاد اور بیج کی فراہمی یقینی بنائی جائے گی، زرعی شعبے کی ترقی ملکی معیشت کے لیے ناگزیر ہے، گندم کی خریداری کا عمل شفاف بنایا جائے گا اور کاشتکاروں کو ان کی فصل کا پورا معاوضہ دیا جائے گا، انہوں نے کہا کہ پانی کے ذخائر بڑھانے کے لیے نئے ڈیمز تعمیر کیے جائیں گے۔ bbox=[359, 362, 526, 493]
baqiya-badge: بقیہ bbox=[1121, 1122, 1185, 1144]
continuation-tag bbox=[710, 26, 877, 48]
baqiya-badge: بقیہ bbox=[244, 528, 308, 550]
continuation-tag bbox=[1237, 712, 1404, 734]
article-text: 254 کنال زمین پر مشتمل منصوبے کی منظوری دی گئی، اجلاس میں بتایا گیا کہ رہائشی منصوبے میں کم آمدنی والے طبقے کے لیے گھر تعمیر کیے جائیں گے، منصوبے پر کام آئندہ ماہ شروع ہوگا اور دو سال میں مکمل کیا جائے گا، شفاف قرعہ اندازی کے ذریعے الاٹمنٹ کی جائے گی۔ bbox=[8, 53, 175, 169]
continuation-number: 25 bbox=[710, 159, 770, 181]
baqiya-badge: بقیہ bbox=[244, 706, 308, 728]
news-column bbox=[179, 22, 355, 2556]
article-text: کہا کہ پارٹی کارکنان کی بڑی تعداد کو حراست میں لیا گیا ہے، انہوں نے مطالبہ کیا کہ گرفتار کارکنان کو فوری رہا کیا جائے، پارٹی رہنماؤں نے پریس کانفرنس میں کہا کہ وہ قانونی جنگ لڑیں گے اور عدالتوں سے رجوع کیا جائے گا، انسانی حقوق کی تنظیموں نے بھی گرفتاریوں پر تشویش کا اظہار کیا ہے۔ bbox=[885, 156, 1052, 272]
continuation-tag bbox=[184, 307, 351, 329]
continuation-block bbox=[1237, 564, 1404, 709]
continuation-block bbox=[8, 1002, 175, 1072]
continuation-number: 52 bbox=[8, 26, 68, 48]
article-text: تاریخ بھی گئی، ہائیکورٹ نے درخواست پر فیصلہ سناتے ہوئے کہا کہ گرفتاری قانون کے مطابق ہے، درخواست گزار کو اپیل کا حق حاصل ہے، وکلا نے فیصلے کو سپریم کورٹ میں چیلنج کرنے کا اعلان کیا۔ bbox=[534, 53, 701, 124]
continuation-number: 19 bbox=[886, 749, 946, 771]
news-column bbox=[705, 22, 881, 2556]
article-text: کے حوالے سے انہوں نے کہا کہ حکومت اس معاملے کو سنجیدگی سے دیکھ رہی ہے اور جلد فیصلہ کیا جائے گا، متعلقہ وزارت کو ہدایت کی گئی ہے کہ وہ سفارشات مرتب کرے اور کابینہ کے آئندہ اجلاس میں پیش کرے۔ bbox=[534, 718, 701, 804]
continuation-block bbox=[535, 26, 702, 126]
continuation-number: 15 bbox=[886, 277, 946, 299]
baqiya-badge: بقیہ bbox=[946, 631, 1010, 653]
continuation-number: 41 bbox=[359, 498, 419, 520]
continuation-tag bbox=[1061, 412, 1228, 434]
baqiya-badge: بقیہ bbox=[770, 26, 834, 48]
baqiya-badge: بقیہ bbox=[1121, 824, 1185, 846]
continuation-number: 32 bbox=[535, 129, 595, 151]
continuation-number: 03 bbox=[1237, 712, 1297, 734]
continuation-tag bbox=[8, 174, 175, 196]
news-column bbox=[1056, 22, 1232, 2556]
continuation-tag bbox=[184, 189, 351, 211]
article-text: سے ملاقات میں انہوں نے کہا کہ صوبے میں امن و امان کی صورتحال بہتر ہو رہی ہے، دہشت گردی کے خلاف جنگ میں نمایاں کامیابیاں حاصل ہوئی ہیں، پولیس کو جدید آلات فراہم کیے جا رہے ہیں۔ bbox=[183, 216, 350, 302]
baqiya-badge: بقیہ bbox=[770, 307, 834, 329]
continuation-number: 06 bbox=[1061, 249, 1121, 271]
continuation-number: 21 bbox=[886, 1075, 946, 1097]
continuation-number: 31 bbox=[535, 26, 595, 48]
article-text: کو اسلام آباد میں منعقدہ تقریب سے خطاب کرتے ہوئے انہوں نے کہا کہ ملک کو موجودہ بحران سے نکالنے کے لیے سب کو اپنا کردار ادا کرنا ہوگا، انہوں نے کہا کہ سیاسی اختلافات اپنی جگہ مگر قومی مفاد سب سے مقدم ہے، نوجوانوں کو ملکی ترقی میں شامل کرنا ناگزیر ہے۔ bbox=[534, 156, 701, 257]
continuation-block bbox=[886, 631, 1053, 746]
